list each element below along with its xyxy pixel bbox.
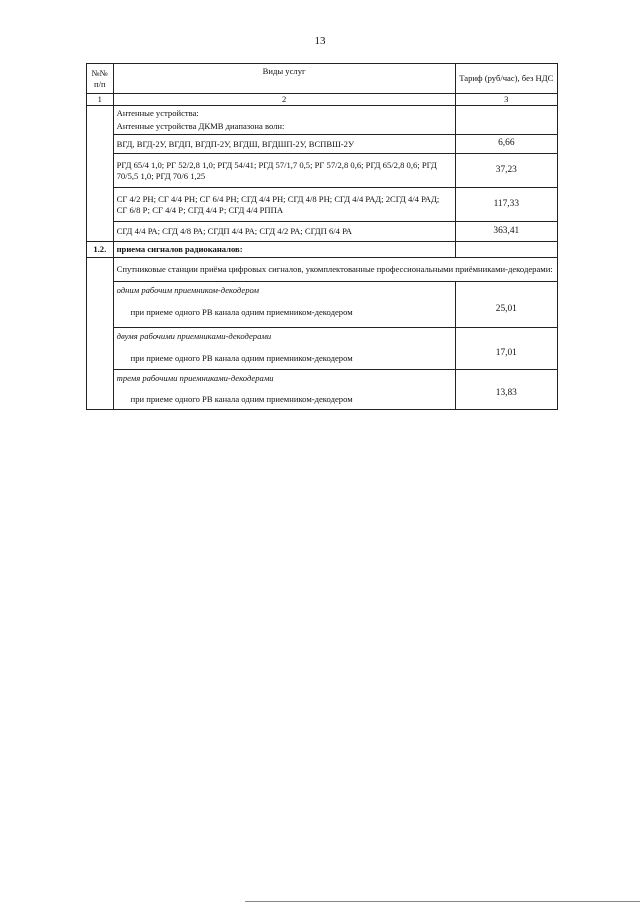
tariff-table bbox=[86, 63, 558, 410]
group-row bbox=[87, 327, 558, 369]
tariff-value: 17,01 bbox=[455, 327, 557, 369]
empty-cell bbox=[87, 105, 114, 134]
empty-cell bbox=[87, 327, 114, 369]
antenna-subtitle: Антенные устройства ДКМВ диапазона волн: bbox=[116, 121, 285, 132]
service-desc: СГ 4/2 РН; СГ 4/4 РН; СГ 6/4 РН; СГД 4/4 РН; СГД 4/8 РН; СГД 4/4 РАД; 2СГД 4/4 РАД; СГ 6/8 Р; СГ 4/4 Р; СГД 4/4 Р; СГД 4/4 РППА bbox=[113, 188, 455, 222]
header-col-number: №№ п/п bbox=[87, 64, 114, 94]
tariff-value: 25,01 bbox=[455, 281, 557, 327]
page-edge-line bbox=[245, 901, 640, 902]
table-row bbox=[87, 222, 558, 242]
group-cell bbox=[113, 327, 455, 369]
group-label: тремя рабочими приемниками-декодерами bbox=[116, 372, 274, 383]
index-cell: 1 bbox=[87, 94, 114, 106]
empty-cell bbox=[455, 105, 557, 134]
group-item: при приеме одного РВ канала одним приемником-декодером bbox=[130, 393, 353, 404]
empty-cell bbox=[87, 281, 114, 327]
section-header-row bbox=[87, 242, 558, 258]
tariff-value: 117,33 bbox=[455, 188, 557, 222]
tariff-value: 37,23 bbox=[455, 154, 557, 188]
header-col-tariff: Тариф (руб/час), без НДС bbox=[455, 64, 557, 94]
group-row bbox=[87, 369, 558, 409]
empty-cell bbox=[87, 222, 114, 242]
service-desc: РГД 65/4 1,0; РГ 52/2,8 1,0; РГД 54/41; РГД 57/1,7 0,5; РГ 57/2,8 0,6; РГД 65/2,8 0,6; РГД 70/5,5 1,0; РГД 70/6 1,25 bbox=[113, 154, 455, 188]
tariff-value: 363,41 bbox=[455, 222, 557, 242]
table-row bbox=[87, 135, 558, 154]
index-cell: 3 bbox=[455, 94, 557, 106]
table-header-row bbox=[87, 64, 558, 94]
service-desc: ВГД, ВГД-2У, ВГДП, ВГДП-2У, ВГДШ, ВГДШП-2У, ВСПВШ-2У bbox=[113, 135, 455, 154]
empty-cell bbox=[87, 135, 114, 154]
group-label: двумя рабочими приемниками-декодерами bbox=[116, 330, 272, 341]
page-number: 13 bbox=[314, 35, 326, 47]
group-item: при приеме одного РВ канала одним приемником-декодером bbox=[130, 352, 353, 363]
table-row bbox=[87, 154, 558, 188]
antenna-title: Антенные устройства: bbox=[116, 107, 199, 118]
header-col-service: Виды услуг bbox=[113, 64, 455, 94]
empty-cell bbox=[455, 242, 557, 258]
antenna-title-cell bbox=[113, 105, 455, 134]
service-desc: СГД 4/4 РА; СГД 4/8 РА; СГДП 4/4 РА; СГД 4/2 РА; СГДП 6/4 РА bbox=[113, 222, 455, 242]
section-number: 1.2. bbox=[87, 242, 114, 258]
index-row bbox=[87, 94, 558, 106]
empty-cell bbox=[87, 369, 114, 409]
tariff-value: 13,83 bbox=[455, 369, 557, 409]
group-label: одним рабочим приемником-декодером bbox=[116, 284, 259, 295]
group-row bbox=[87, 281, 558, 327]
tariff-value: 6,66 bbox=[455, 135, 557, 154]
group-cell bbox=[113, 281, 455, 327]
index-cell: 2 bbox=[113, 94, 455, 106]
section-description: Спутниковые станции приёма цифровых сигналов, укомплектованные профессиональными приёмниками-декодерами: bbox=[113, 257, 557, 281]
empty-cell bbox=[87, 188, 114, 222]
section-description-row bbox=[87, 257, 558, 281]
empty-cell bbox=[87, 154, 114, 188]
table-row bbox=[87, 188, 558, 222]
empty-cell bbox=[87, 257, 114, 281]
group-item: при приеме одного РВ канала одним приемником-декодером bbox=[130, 306, 353, 317]
section-title: приема сигналов радиоканалов: bbox=[113, 242, 455, 258]
antenna-title-row bbox=[87, 105, 558, 134]
group-cell bbox=[113, 369, 455, 409]
